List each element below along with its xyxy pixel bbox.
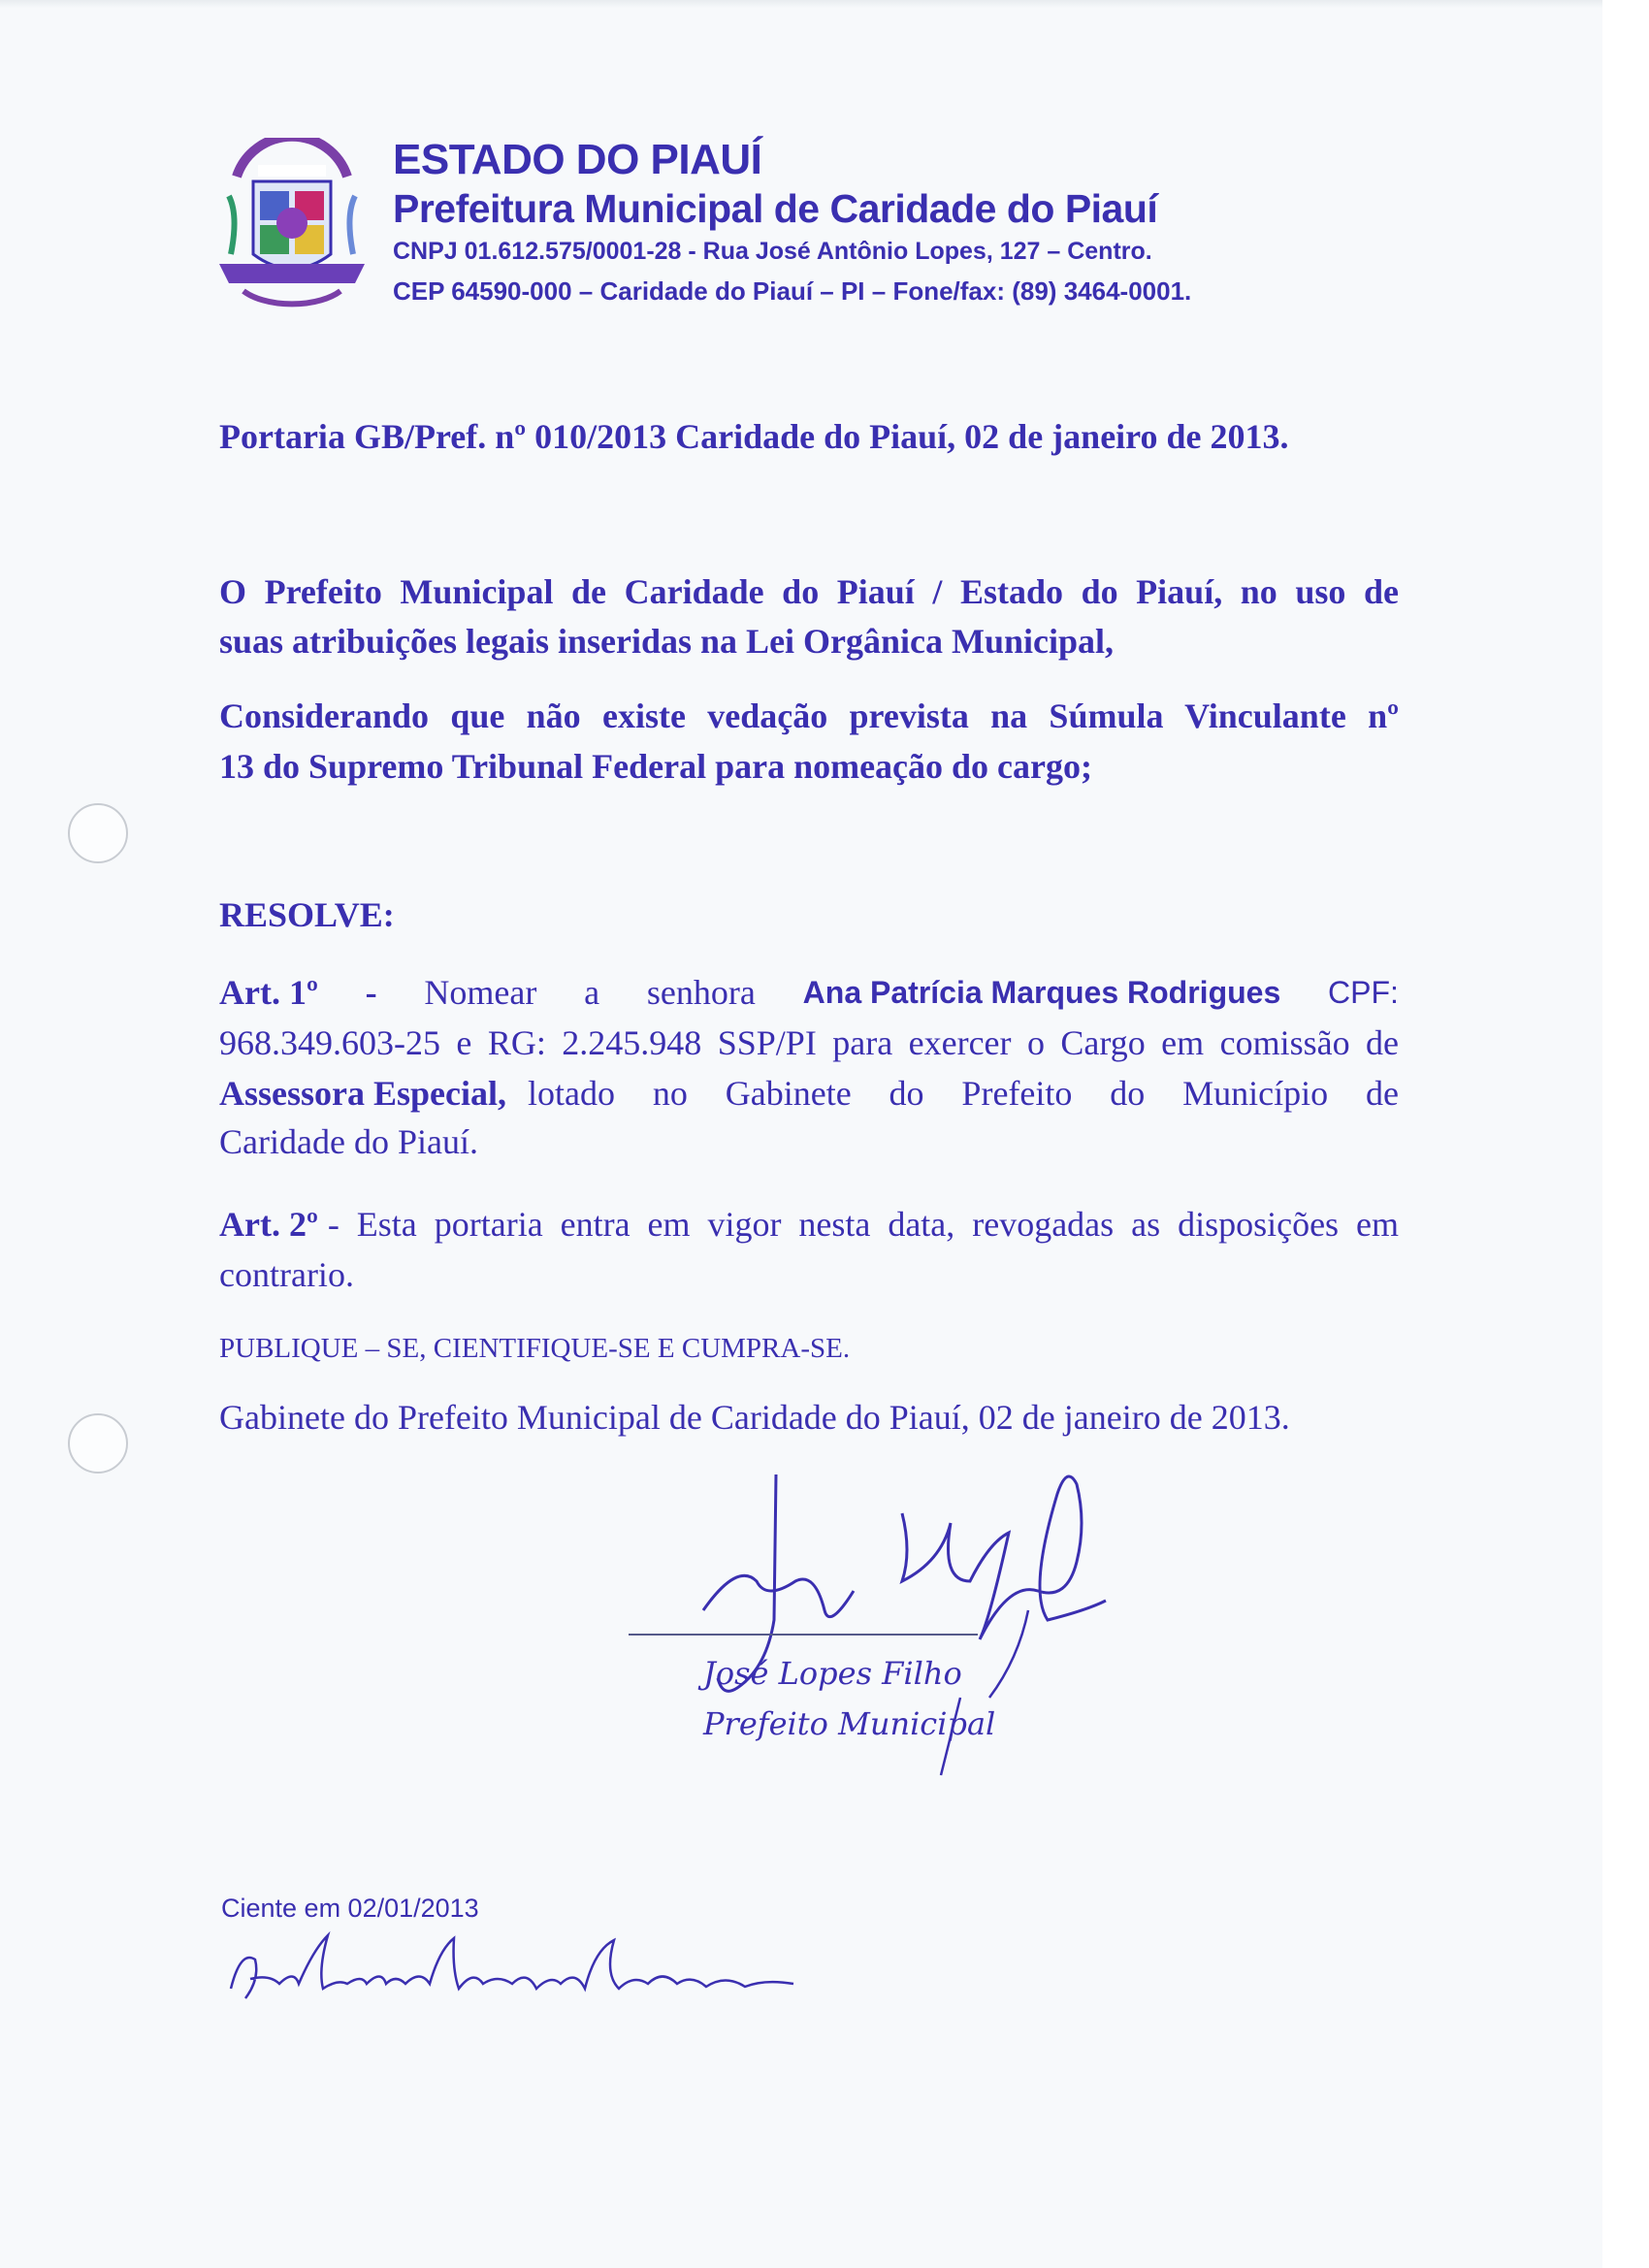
art1-line-1 <box>219 968 1399 1017</box>
preamble-line-1: O Prefeito Municipal de Caridade do Piauí / Estado do Piauí, no uso de <box>219 572 1399 611</box>
considerando-line-1: Considerando que não existe vedação prevista na Súmula Vinculante nº <box>219 697 1399 735</box>
mayor-signature <box>621 1445 1164 1795</box>
signatory-role: Prefeito Municipal <box>703 1705 996 1742</box>
punch-hole-bottom <box>68 1413 128 1474</box>
art1-line-3-rest: lotado no Gabinete do Prefeito do Município de <box>528 1074 1399 1113</box>
scan-top-edge <box>0 0 1602 8</box>
art2-line-1 <box>219 1200 1399 1248</box>
header-cnpj: CNPJ 01.612.575/0001-28 - Rua José Antônio Lopes, 127 – Centro. <box>393 238 1152 265</box>
preamble-line-2: suas atribuições legais inseridas na Lei Orgânica Municipal, <box>219 622 1115 661</box>
art1-line-4: Caridade do Piauí. <box>219 1122 478 1161</box>
appointee-name: Ana Patrícia Marques Rodrigues <box>802 975 1281 1010</box>
municipal-seal-icon <box>219 138 365 312</box>
cpf-label: CPF: <box>1328 975 1399 1010</box>
scan-margin <box>1602 0 1649 2268</box>
art1-dash: - <box>365 973 377 1012</box>
art2-line-2: contrario. <box>219 1255 354 1294</box>
art1-word: Nomear <box>424 973 537 1012</box>
gabinete-line: Gabinete do Prefeito Municipal de Caridade do Piauí, 02 de janeiro de 2013. <box>219 1398 1290 1437</box>
header-prefecture: Prefeitura Municipal de Caridade do Piauí <box>393 186 1158 231</box>
considerando-line-2: 13 do Supremo Tribunal Federal para nomeação do cargo; <box>219 747 1092 786</box>
signature-line <box>629 1634 978 1636</box>
appointee-signature <box>221 1930 823 2008</box>
punch-hole-top <box>68 803 128 863</box>
resolve-heading: RESOLVE: <box>219 895 395 934</box>
art1-line-2 <box>219 1019 1399 1067</box>
art1-label: Art. 1º <box>219 973 318 1012</box>
header-state: ESTADO DO PIAUÍ <box>393 136 762 183</box>
document-title: Portaria GB/Pref. nº 010/2013 Caridade do Piauí, 02 de janeiro de 2013. <box>219 417 1289 456</box>
position-title: Assessora Especial, <box>219 1074 506 1113</box>
art1-word: senhora <box>646 973 756 1012</box>
header-cep: CEP 64590-000 – Caridade do Piauí – PI – Fone/fax: (89) 3464-0001. <box>393 276 1192 306</box>
art2-label: Art. 2º <box>219 1205 318 1244</box>
publique-line: PUBLIQUE – SE, CIENTIFIQUE-SE E CUMPRA-SE. <box>219 1333 851 1364</box>
acknowledgment-date: Ciente em 02/01/2013 <box>221 1894 479 1923</box>
art1-line-3 <box>219 1069 1399 1118</box>
art1-ids: 968.349.603-25 e RG: 2.245.948 SSP/PI para exercer o Cargo em comissão de <box>219 1023 1399 1062</box>
art2-text: - Esta portaria entra em vigor nesta data, revogadas as disposições em <box>327 1205 1399 1244</box>
signatory-name: José Lopes Filho <box>703 1655 962 1692</box>
art1-word: a <box>584 973 600 1012</box>
